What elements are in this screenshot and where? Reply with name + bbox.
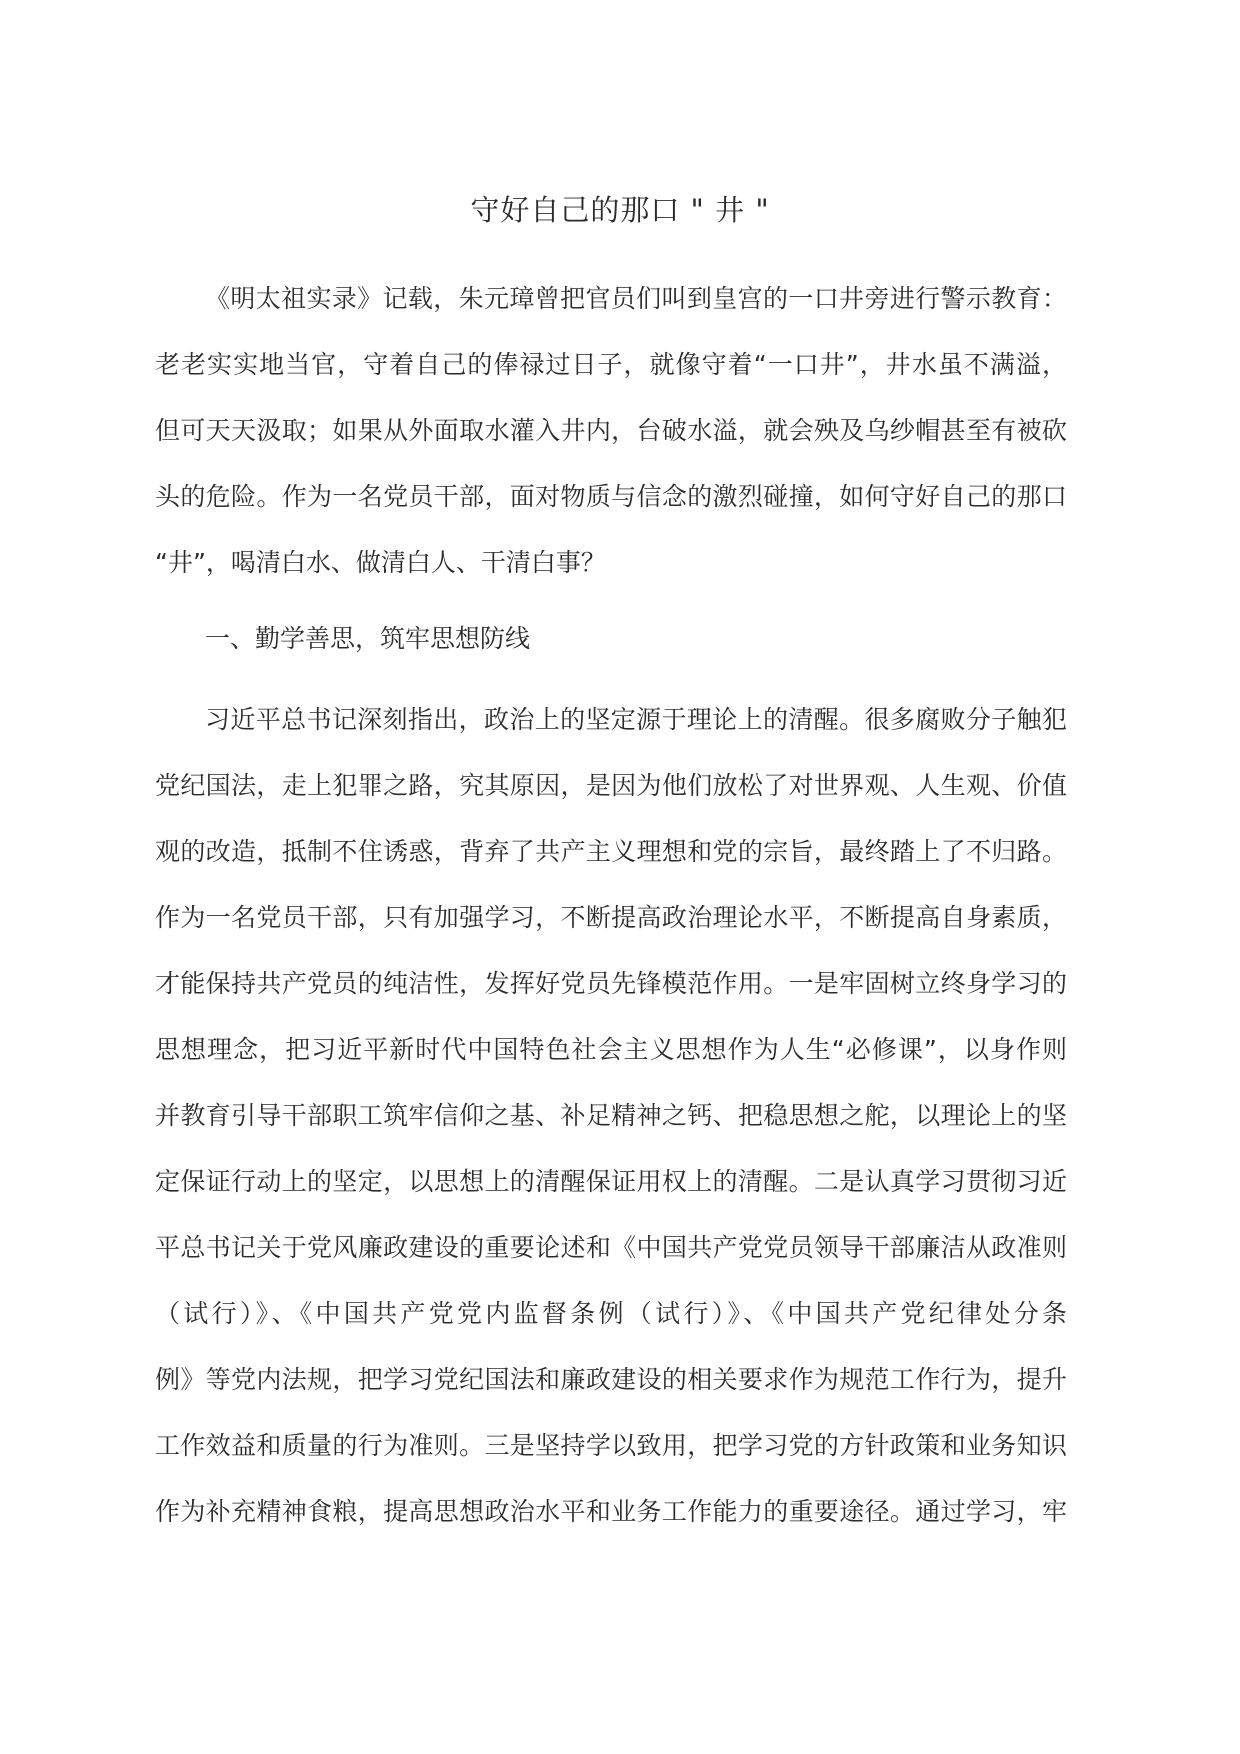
paragraph-line: 习近平总书记深刻指出，政治上的坚定源于理论上的清醒。很多腐败分子触犯: [205, 705, 1067, 734]
section-heading-text: 一、勤学善思，筑牢思想防线: [205, 624, 531, 653]
paragraph-line: “井”，喝清白水、做清白人、干清白事？: [155, 548, 606, 577]
paragraph-line: （试行）》、《中国共产党党内监督条例（试行）》、《中国共产党纪律处分条: [155, 1299, 1067, 1328]
paragraph-line: 工作效益和质量的行为准则。三是坚持学以致用，把学习党的方针政策和业务知识: [155, 1431, 1067, 1460]
paragraph-line: 例》等党内法规，把学习党纪国法和廉政建设的相关要求作为规范工作行为，提升: [155, 1365, 1067, 1394]
paragraph-line: 思想理念，把习近平新时代中国特色社会主义思想作为人生“必修课”，以身作则: [155, 1035, 1067, 1064]
paragraph-section-1: [155, 687, 1067, 1545]
paragraph-line: 作为一名党员干部，只有加强学习，不断提高政治理论水平，不断提高自身素质，: [155, 903, 1067, 932]
paragraph-line: 平总书记关于党风廉政建设的重要论述和《中国共产党党员领导干部廉洁从政准则: [155, 1233, 1067, 1262]
paragraph-line: 并教育引导干部职工筑牢信仰之基、补足精神之钙、把稳思想之舵，以理论上的坚: [155, 1101, 1067, 1130]
paragraph-line: 老老实实地当官，守着自己的俸禄过日子，就像守着“一口井”，井水虽不满溢，: [155, 350, 1067, 379]
document-title: 守好自己的那口 " 井 ": [470, 193, 770, 227]
paragraph-intro: [155, 266, 1067, 596]
section-heading: [155, 606, 1067, 672]
paragraph-line: 才能保持共产党员的纯洁性，发挥好党员先锋模范作用。一是牢固树立终身学习的: [155, 969, 1067, 998]
paragraph-line: 观的改造，抵制不住诱惑，背弃了共产主义理想和党的宗旨，最终踏上了不归路。: [155, 837, 1067, 866]
paragraph-line: 党纪国法，走上犯罪之路，究其原因，是因为他们放松了对世界观、人生观、价值: [155, 771, 1067, 800]
paragraph-line: 《明太祖实录》记载，朱元璋曾把官员们叫到皇宫的一口井旁进行警示教育：: [205, 284, 1067, 313]
paragraph-line: 但可天天汲取；如果从外面取水灌入井内，台破水溢，就会殃及乌纱帽甚至有被砍: [155, 416, 1067, 445]
paragraph-line: 定保证行动上的坚定，以思想上的清醒保证用权上的清醒。二是认真学习贯彻习近: [155, 1167, 1067, 1196]
paragraph-line: 头的危险。作为一名党员干部，面对物质与信念的激烈碰撞，如何守好自己的那口: [155, 482, 1067, 511]
paragraph-line: 作为补充精神食粮，提高思想政治水平和业务工作能力的重要途径。通过学习，牢: [155, 1497, 1067, 1526]
